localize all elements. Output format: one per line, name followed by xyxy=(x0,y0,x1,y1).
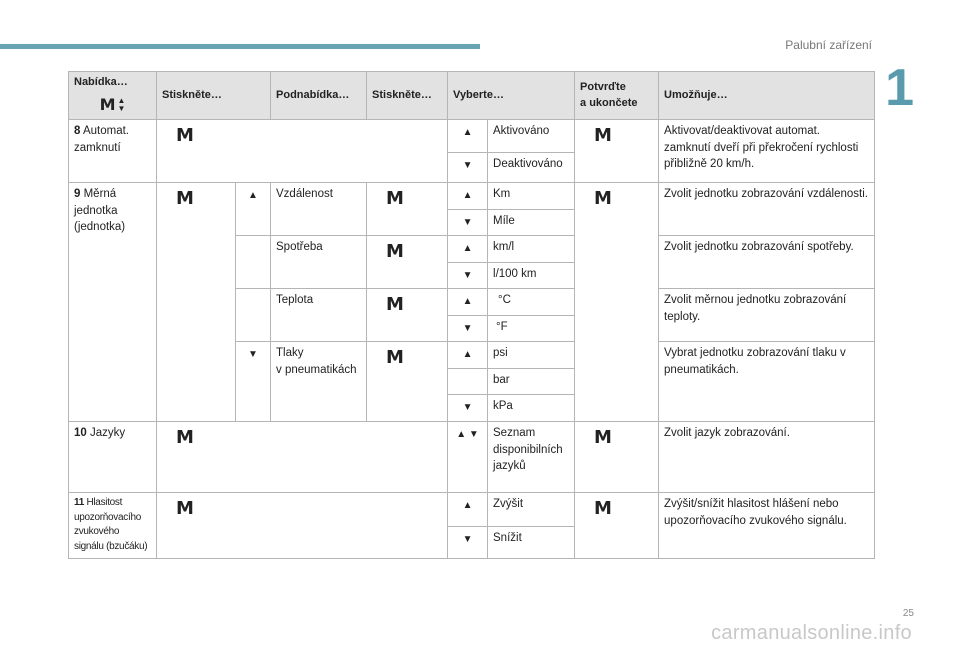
table-row xyxy=(69,120,875,153)
up-arrow-icon: ▲ xyxy=(448,342,488,369)
m-button-icon: M xyxy=(594,498,612,520)
watermark: carmanualsonline.info xyxy=(711,622,912,644)
header-menu: Nabídka… M ▲ ▼ xyxy=(69,72,157,120)
header-press-1: Stiskněte… xyxy=(157,72,271,120)
description-languages: Zvolit jazyk zobrazování. xyxy=(659,422,875,493)
menu-cell-units: 9 Měrná jednotka (jednotka) xyxy=(69,183,157,422)
m-button-icon: M xyxy=(594,125,612,147)
m-button-icon: M xyxy=(176,188,194,210)
up-arrow-icon: ▲ xyxy=(448,120,488,153)
submenu-distance: Vzdálenost xyxy=(271,183,367,236)
down-arrow-icon: ▼ xyxy=(448,153,488,183)
description-distance: Zvolit jednotku zobrazování vzdálenosti. xyxy=(659,183,875,236)
settings-menu-table xyxy=(68,71,875,559)
option-km: Km xyxy=(488,183,575,210)
header-accent-bar xyxy=(0,44,480,49)
description-auto-lock: Aktivovat/deaktivovat automat. zamknutí dveří při překročení rychlosti přibližně 20 km/h. xyxy=(659,120,875,183)
option-language-list: Seznam disponibilních jazyků xyxy=(488,422,575,493)
header-select: Vyberte… xyxy=(448,72,575,120)
header-press-2: Stiskněte… xyxy=(367,72,448,120)
table-row xyxy=(69,183,875,210)
up-arrow-icon: ▲ xyxy=(448,183,488,210)
description-buzzer-volume: Zvýšit/snížit hlasitost hlášení nebo upozorňovacího zvukového signálu. xyxy=(659,493,875,559)
table-row xyxy=(69,422,875,493)
m-button-icon: M xyxy=(386,294,404,316)
description-tyre-pressure: Vybrat jednotku zobrazování tlaku v pneumatikách. xyxy=(659,342,875,422)
m-button-icon: M xyxy=(386,241,404,263)
submenu-tyre-pressure: Tlaky v pneumatikách xyxy=(271,342,367,422)
m-button-icon: M xyxy=(176,125,194,147)
down-arrow-icon: ▼ xyxy=(448,395,488,422)
option-increase: Zvýšit xyxy=(488,493,575,527)
option-fahrenheit: °F xyxy=(488,316,575,342)
down-arrow-icon: ▼ xyxy=(448,316,488,342)
menu-cell-languages: 10 Jazyky xyxy=(69,422,157,493)
up-arrow-icon: ▲ xyxy=(448,236,488,263)
option-activated: Aktivováno xyxy=(488,120,575,153)
description-temperature: Zvolit měrnou jednotku zobrazování teploty. xyxy=(659,289,875,342)
down-arrow-icon: ▼ xyxy=(448,263,488,289)
up-arrow-icon: ▲ xyxy=(448,289,488,316)
chapter-number: 1 xyxy=(885,59,914,117)
option-miles: Míle xyxy=(488,210,575,236)
up-arrow-icon: ▲ xyxy=(236,183,271,236)
section-title: Palubní zařízení xyxy=(785,38,872,52)
down-arrow-icon: ▼ xyxy=(448,527,488,559)
down-arrow-icon: ▼ xyxy=(448,210,488,236)
up-arrow-icon: ▲ xyxy=(448,493,488,527)
option-celsius: °C xyxy=(488,289,575,316)
down-arrow-icon: ▼ xyxy=(236,342,271,422)
m-button-icon: M xyxy=(386,347,404,369)
menu-cell-auto-lock: 8 Automat. zamknutí xyxy=(69,120,157,183)
updown-arrow-icon: ▲ ▼ xyxy=(448,422,488,493)
submenu-consumption: Spotřeba xyxy=(271,236,367,289)
m-updown-icon: M ▲ ▼ xyxy=(99,94,126,114)
description-consumption: Zvolit jednotku zobrazování spotřeby. xyxy=(659,236,875,289)
option-decrease: Snížit xyxy=(488,527,575,559)
m-button-icon: M xyxy=(594,427,612,449)
option-bar: bar xyxy=(488,369,575,395)
m-button-icon: M xyxy=(594,188,612,210)
option-deactivated: Deaktivováno xyxy=(488,153,575,183)
header-allows: Umožňuje… xyxy=(659,72,875,120)
option-km-l: km/l xyxy=(488,236,575,263)
option-psi: psi xyxy=(488,342,575,369)
option-l-100km: l/100 km xyxy=(488,263,575,289)
m-button-icon: M xyxy=(176,498,194,520)
page-number: 25 xyxy=(902,608,914,619)
submenu-temperature: Teplota xyxy=(271,289,367,342)
option-kpa: kPa xyxy=(488,395,575,422)
header-confirm: Potvrďte a ukončete xyxy=(575,72,659,120)
m-button-icon: M xyxy=(386,188,404,210)
table-row xyxy=(69,493,875,527)
table-header-row xyxy=(69,72,875,120)
m-button-icon: M xyxy=(176,427,194,449)
header-submenu: Podnabídka… xyxy=(271,72,367,120)
menu-cell-buzzer-volume: 11 Hlasitost upozorňovacího zvukového signálu (bzučáku) xyxy=(69,493,157,559)
